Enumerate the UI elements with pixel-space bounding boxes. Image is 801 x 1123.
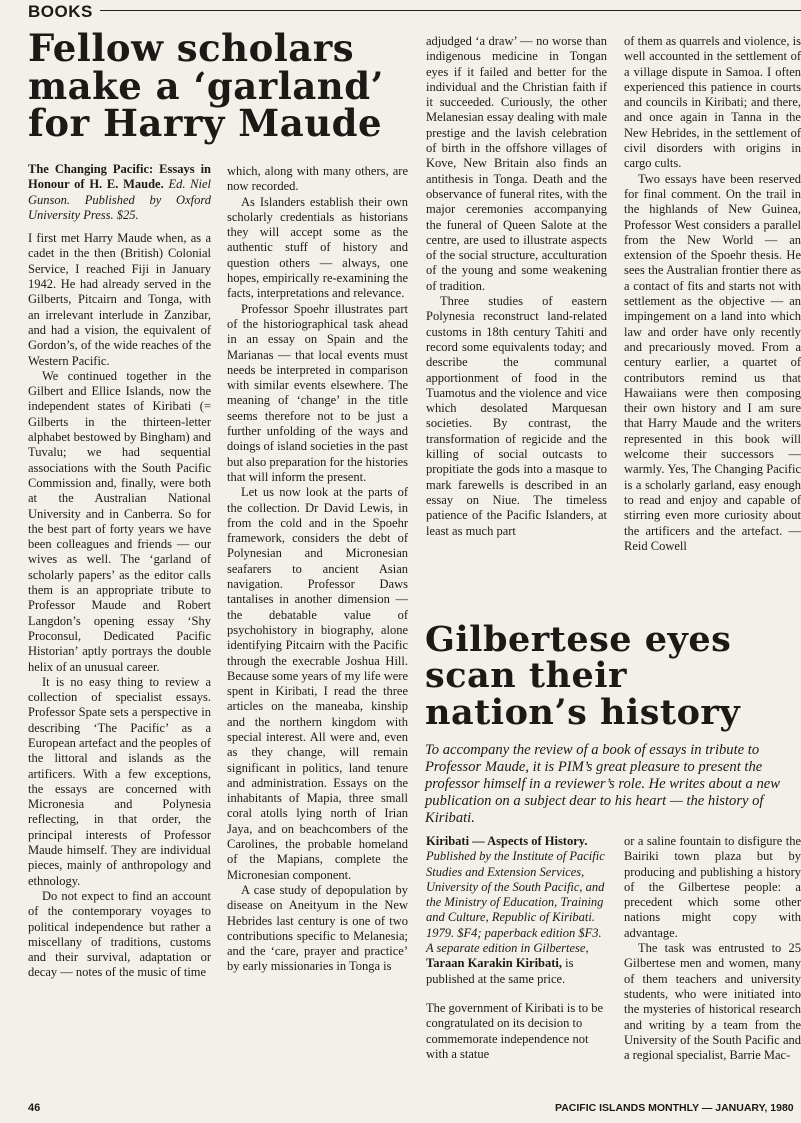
paragraph: Let us now look at the parts of the collection. Dr David Lewis, in from the cold and in the Spoehr framework, considers the debt of Polynesian and Micronesian seafarers to ancient Asian navigation. Professor Daws tantalises in another dimension — the debatable value of psychohistory in biography, alone identifying Pitcairn with the Pacific through the execrable Joshua Hill. Because some years of my life were spent in Kiribati, I read the three articles on the maneaba, kinship and the northern kingdom with special interest. All were and, even as they change, will remain significant in politics, land tenure and administration. Essays on the inhabitants of Mapia, three small coral atolls lying north of Irian Jaya, and on beachcombers of the Carolines, the probable homeland of the Mapians, complete the Micronesian component. xyxy=(227,485,408,882)
book-citation xyxy=(426,834,607,987)
paragraph: Two essays have been reserved for final comment. On the trail in the highlands of New Guinea, Professor West considers a parallel from the New World — an extension of the Spoehr thesis. He sees the Australian frontier there as a contact of fits and starts not with settlement as the objective — an impingement on a land into which law and order have only recently and precariously moved. From a century earlier, a quartet of contributors remind us that Hawaiians were then composing their own history and I am sure that Harry Maude and the writers represented in this book will welcome their successors — warmly. Yes, The Changing Pacific is a scholarly garland, easy enough to read and enjoy and capable of stirring even more curiosity about the artificers and the artefact. — Reid Cowell xyxy=(624,171,801,553)
paragraph: The task was entrusted to 25 Gilbertese men and women, many of them teachers and university students, who were initiated into the mysteries of historical research and writing by a team from the University of the South Pacific and a regional specialist, Barrie Mac- xyxy=(624,941,801,1063)
book-citation xyxy=(28,162,211,223)
article-column-4 xyxy=(624,34,801,554)
book-credit: Published by the Institute of Pacific Studies and Extension Services, University of the South Pacific, and the Ministry of Education, Training and Culture, Republic of Kiribati. 1979. $F4; paperback edition $F3. A separate edition in Gilbertese, xyxy=(426,849,605,956)
book-credit: Ed. Niel Gunson. Published by Oxford University Press. $25. xyxy=(28,177,212,222)
book-title: Kiribati — Aspects of History. xyxy=(426,834,588,848)
article-column-1 xyxy=(28,162,211,981)
paragraph: As Islanders establish their own scholarly credentials as historians they will accept some as the authentic stuff of history and question others — always, one hopes, empirically re-examining the facts, interpretations and relevance. xyxy=(227,194,408,301)
paragraph: of them as quarrels and violence, is well accounted in the settlement of a village dispute in Samoa. I often experienced this patience in courts and councils in Kiribati; and there, and once again in Tanna in the New Hebrides, in the settlement of civil disorders with origins in cargo cults. xyxy=(624,34,801,171)
page-number: 46 xyxy=(28,1102,41,1114)
top-rule xyxy=(100,10,801,11)
paragraph: The government of Kiribati is to be congratulated on its decision to commemorate independence not with a statue xyxy=(426,1000,604,1061)
article-headline: Fellow scholars make a ‘garland’ for Harry Maude xyxy=(28,26,384,146)
article-headline-2: Gilbertese eyes scan their nation’s history xyxy=(425,619,741,733)
paragraph: Professor Spoehr illustrates part of the historiographical task ahead in an essay on Spain and the Marianas — that local events must needs be interpreted in comparison with similar events elsewhere. The meaning of ‘change’ in the title seems therefore not to be just a further unfolding of the ways and doings of island societies in the past but also preparation for the histories that will inform the present. xyxy=(227,301,408,484)
book-credit-end: is published at the same price. xyxy=(426,956,574,986)
paragraph: Three studies of eastern Polynesia reconstruct land-related customs in 18th century Tahiti and record some equivalents today; and describe the communal apportionment of food in the Tuamotus and the violence and vice which desolated Marquesan societies. By contrast, the transformation of regicide and the killing of social outcasts to propitiate the gods into a masque to mark farewells is described in an essay on Niue. The timeless patience of the Pacific Islanders, at least as much part xyxy=(426,294,607,538)
book-title: The Changing Pacific: Essays in Honour of H. E. Maude. xyxy=(28,162,211,192)
paragraph: or a saline fountain to disfigure the Bairiki town plaza but by producing and publishing a history of the Gilbertese people: a precedent which some other nations might copy with advantage. xyxy=(624,834,801,940)
article2-column-2 xyxy=(624,834,801,1063)
paragraph: Do not expect to find an account of the contemporary voyages to political independence but rather a miscellany of traditions, customs and their survival, adaptation or decay — notes of the music of time xyxy=(28,888,211,980)
standfirst: To accompany the review of a book of essays in tribute to Professor Maude, it is PIM’s great pleasure to present the professor himself in a reviewer’s role. He writes about a new publication on a subject dear to his heart — the history of Kiribati. xyxy=(425,742,780,826)
paragraph: adjudged ‘a draw’ — no worse than indigenous medicine in Tongan eyes if it failed and better for the individual and the Christian faith if it succeeded. Curiously, the other Melanesian essay dealing with male prestige and the lavish celebration of birth in the offshore villages of Kove, New Britain also finds an antithesis in Tonga. Death and the observance of funeral rites, with the major ceremonies accompanying the funeral of Queen Salote at the centre, are used to illustrate aspects of the social structure, acculturation of the young and some weakening of tradition. xyxy=(426,34,607,293)
paragraph: We continued together in the Gilbert and Ellice Islands, now the independent states of Kiribati (= Gilberts in the thirteen-letter alphabet bestowed by Bingham) and Tuvalu; we had sequential associations with the South Pacific Commission and, finally, were both at the Australian National University and in Canberra. So for the best part of forty years we have been colleagues and friends — our wives as well. The ‘garland of scholarly papers’ as the editor calls them is an appropriate tribute to Professor Maude and Robert Langdon’s opening essay ‘Shy Proconsul, Dedicated Pacific Historian’ aptly portrays the double helix of an unusual career. xyxy=(28,368,211,674)
gilbertese-title: Taraan Karakin Kiribati, xyxy=(426,956,563,971)
article-column-3 xyxy=(426,34,607,539)
masthead: PACIFIC ISLANDS MONTHLY — JANUARY, 1980 xyxy=(555,1102,794,1114)
article2-column-1 xyxy=(426,834,607,1062)
section-label: BOOKS xyxy=(28,2,93,21)
paragraph: A case study of depopulation by disease on Aneityum in the New Hebrides last century is one of two contributions specific to Melanesia; and the ‘care, prayer and practice’ by early missionaries in Tonga is xyxy=(227,882,408,974)
article-column-2 xyxy=(227,164,408,975)
paragraph: It is no easy thing to review a collection of specialist essays. Professor Spate sets a perspective in describing ‘The Pacific’ as a European artefact and the peoples of the littoral and islands as the artificers. With a few exceptions, the essays are concerned with Micronesia and Polynesia reflecting, in that order, the principal interests of Professor Maude himself. They are individual pieces, mainly of anthropology and ethnology. xyxy=(28,674,211,888)
paragraph: I first met Harry Maude when, as a cadet in the then (British) Colonial Service, I reached Fiji in January 1942. He had already served in the Gilberts, Pitcairn and Tonga, with an irrelevant interlude in Zanzibar, and had a vision, the equivalent of Gordon’s, of the wide reaches of the Western Pacific. xyxy=(28,231,211,368)
paragraph: which, along with many others, are now recorded. xyxy=(227,164,408,194)
